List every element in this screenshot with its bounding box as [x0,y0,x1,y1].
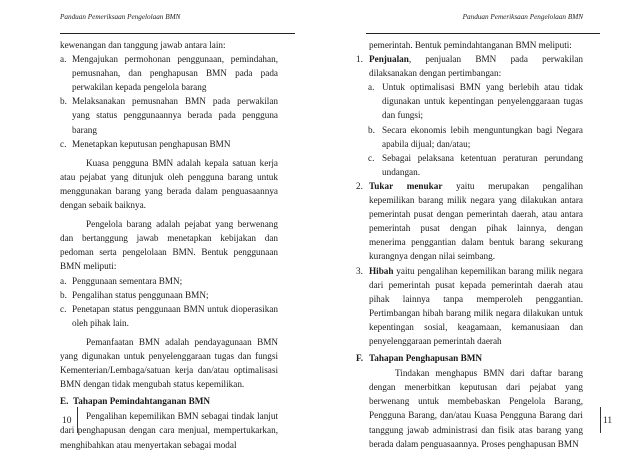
header-rule [366,33,600,34]
left-page-body [60,38,278,452]
list-item: a. Mengajukan permohonan penggunaan, pemindahan, pemusnahan, dan penghapusan BMN pada pada perwakilan kepada pengelola barang [60,54,278,93]
header-rule [60,33,295,34]
running-header: Panduan Pemeriksaan Pengelolaan BMN [60,13,181,21]
list-item: a. Penggunaan sementara BMN; [60,275,183,286]
list-item: b. Melaksanakan pemusnahan BMN pada perwakilan yang status penggunaannya berada pada pengguna barang [60,96,278,135]
list-item-hibah: 3. Hibah yaitu pengalihan kepemilikan barang milik negara dari pemerintah pusat kepada pemerintah daerah atau pihak lainnya tanpa memperoleh penggantian. Pertimbangan hibah barang milik negara dilakukan untuk kepentingan sosial, keagamaan, kemanusiaan dan penyelenggaraan pemerintah daerah [356,265,583,346]
running-header: Panduan Pemeriksaan Pengelolaan BMN [462,13,583,21]
lead-text: kewenangan dan tanggung jawab antara lain: [60,40,226,50]
paragraph-pemanfaatan: Pemanfaatan BMN adalah pendayagunaan BMN yang digunakan untuk penyelenggaraan tugas dan fungsi Kementerian/Lembaga/satuan kerja dan/atau optimalisasi BMN dengan tidak mengubah status kepemilikan. [60,336,278,390]
lead-text: pemerintah. Bentuk pemindahtanganan BMN meliputi: [369,40,572,50]
list-item: c. Menetapkan keputusan penghapusan BMN [60,138,231,149]
page-number: 10 [62,416,72,426]
paragraph-kuasa-pengguna: Kuasa pengguna BMN adalah kepala satuan kerja atau pejabat yang ditunjuk oleh pengguna barang untuk menggunakan barang yang berada dalam penguasaannya dengan sebaik baiknya. [60,157,278,211]
right-page [319,0,638,451]
section-heading-f: F. Tahapan Penghapusan BMN [356,353,483,364]
section-heading-e: E. Tahapan Pemindahtanganan BMN [60,396,211,407]
paragraph-pemindahtanganan: Pengalihan kepemilikan BMN sebagai tindak lanjut dari penghapusan dengan cara menjual, mempertukarkan, menghibahkan atau menyertakan sebagai modal [60,411,278,450]
page-number: 11 [603,416,613,426]
list-item-penjualan: 1. Penjualan, penjualan BMN pada perwakilan dilaksanakan dengan pertimbangan: [356,54,583,79]
page-number-rule [600,407,601,433]
list-item-tukar-menukar: 2. Tukar menukar yaitu merupakan pengalihan kepemilikan barang milik negara yang dilakukan antara pemerintah pusat dengan pemerintah daerah, atau antara pemerintah pusat dengan pihak lainnya, dengan menerima penggantian dalam bentuk barang sekurang kurangnya dengan nilai seimbang. [356,180,583,262]
paragraph-pengelola-barang: Pengelola barang adalah pejabat yang berwenang dan bertanggung jawab menetapkan kebijakan dan pedoman serta pengelolaan BMN. Bentuk penggunaan BMN meliputi: [60,219,278,272]
list-item: c. Sebagai pelaksana ketentuan peraturan perundang undangan. [368,152,583,177]
list-item: c. Penetapan status penggunaan BMN untuk dioperasikan oleh pihak lain. [60,303,278,328]
list-item: a. Untuk optimalisasi BMN yang berlebih atau tidak digunakan untuk kepentingan penyelenggaraan tugas dan fungsi; [368,82,583,121]
paragraph-penghapusan: Tindakan menghapus BMN dari daftar barang dengan menerbitkan keputusan dari pejabat yang berwenang untuk membebaskan Pengelola Barang, Pengguna Barang, dan/atau Kuasa Pengguna Barang dari tanggung jawab administrasi dan fisik atas barang yang berada dalam penguasaannya. Proses penghapusan BMN [369,368,583,449]
left-page [0,0,319,451]
right-page-body [356,38,583,451]
list-item: b. Pengalihan status penggunaan BMN; [60,289,209,300]
page-number-rule [77,407,78,433]
list-item: b. Secara ekonomis lebih menguntungkan bagi Negara apabila dijual; dan/atau; [368,124,583,149]
